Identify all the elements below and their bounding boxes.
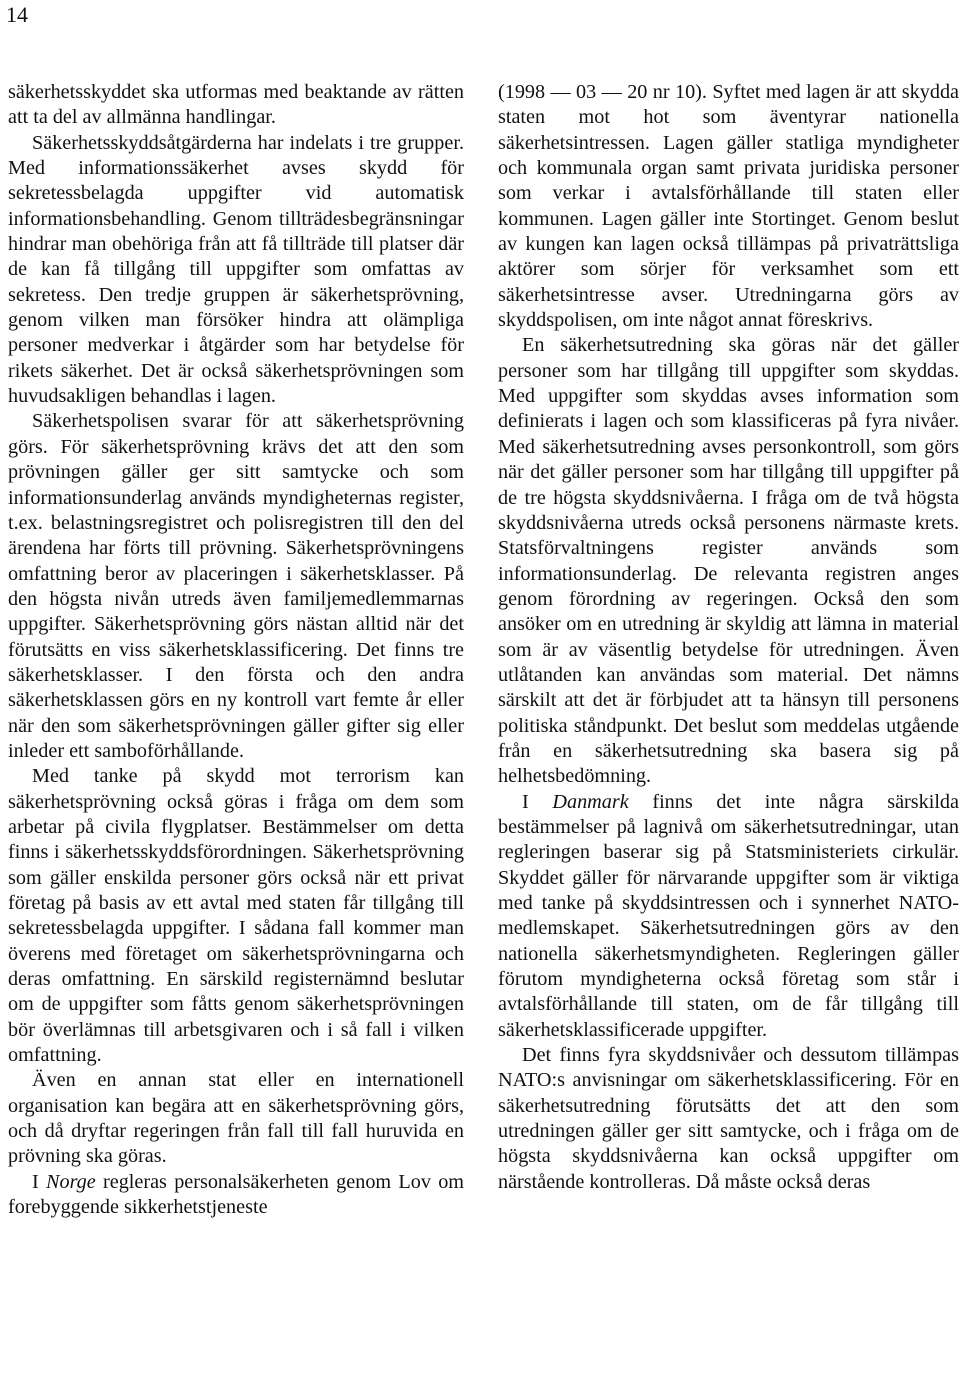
paragraph: Det finns fyra skyddsnivåer och dessutom tillämpas NATO:s anvisningar om säkerhetsklassificering. För en säkerhetsutredning förutsätts det att den som utredningen gäller ger sitt samtycke, och i fråga om de högsta skyddsnivåerna kan också uppgifter om närstående kontrolleras. Då måste också deras <box>498 1044 959 1193</box>
paragraph: (1998 — 03 — 20 nr 10). Syftet med lagen är att skydda staten mot hot som äventyrar nationella säkerhetsintressen. Lagen gäller statliga myndigheter och kommunala organ samt privata juridiska personer som verkar i avtalsförhållande till staten eller kommunen. Lagen gäller inte Stortinget. Genom beslut av kungen kan lagen också tillämpas på privaträttsliga aktörer som sörjer för verksamhet som ett säkerhetsintresse avser. Utredningarna görs av skyddspolisen, om inte något annat föreskrivs. <box>498 81 959 332</box>
paragraph-text: regleras personalsäkerheten genom Lov om forebyggende sikkerhetstjeneste <box>8 1170 464 1219</box>
paragraph: säkerhetsskyddet ska utformas med beaktande av rätten att ta del av allmänna handlingar. <box>8 81 464 129</box>
country-name-norge: Norge <box>46 1170 96 1193</box>
paragraph-norge <box>8 1170 464 1221</box>
paragraph: En säkerhetsutredning ska göras när det gäller personer som har tillgång till uppgifter som skyddas. Med uppgifter som skyddas avses information som definierats i lagen och som klassificeras på fyra nivåer. Med säkerhetsutredning avses personkontroll, som görs när det gäller personer som har tillgång till uppgifter på de tre högsta skyddsnivåerna. I fråga om de två högsta skyddsnivåerna utreds också personens närmaste krets. Statsförvaltningens register används som informationsunderlag. De relevanta registren anges genom förordning av regeringen. Också den som ansöker om en utredning är skyldig att lämna in material som är av väsentlig betydelse för utredningen. Även utlåtanden kan användas som material. Det nämns särskilt att det är förbjudet att ta hänsyn till personens politiska ståndpunkt. Det beslut som meddelas utgående från en säkerhetsutredning ska basera sig på helhetsbedömning. <box>498 334 959 788</box>
paragraph: Säkerhetspolisen svarar för att säkerhetsprövning görs. För säkerhetsprövning krävs det att den som prövningen gäller ger sitt samtycke och som informationsunderlag används myndigheternas register, t.ex. belastningsregistret och polisregistren till den del ärendena har förts till prövning. Säkerhetsprövningens omfattning beror av placeringen i säkerhetsklasser. På den högsta nivån utreds även familjemedlemmarnas uppgifter. Säkerhetsprövning görs nästan alltid när det förutsätts en viss säkerhetsklassificering. Det finns tre säkerhetsklasser. I den första och den andra säkerhetsklassen görs en ny kontroll vart femte år eller när den som säkerhetsprövningen gäller gifter sig eller inleder ett samboförhållande. <box>8 410 464 762</box>
paragraph-danmark <box>498 790 959 1043</box>
left-column <box>8 80 464 1220</box>
paragraph: Med tanke på skydd mot terrorism kan säkerhetsprövning också göras i fråga om dem som arbetar på civila flygplatser. Bestämmelser om detta finns i säkerhetsskyddsförordningen. Säkerhetsprövning som gäller enskilda personer görs också när ett privat företag på basis av ett avtal med staten får tillgång till sekretessbelagda uppgifter. I sådana fall kommer man överens med företaget om säkerhetsprövningarna och deras omfattning. En särskild registernämnd beslutar om de uppgifter som fåtts genom säkerhetsprövningen bör överlämnas till arbetsgivaren och i så fall i vilken omfattning. <box>8 765 464 1067</box>
paragraph-lead: I <box>32 1170 47 1193</box>
page-number: 14 <box>6 2 28 27</box>
paragraph-lead: I <box>522 790 553 813</box>
paragraph-text: finns det inte några särskilda bestämmelser på lagnivå om säkerhetsutredningar, utan regleringen baserar sig på Statsministeriets cirkulär. Skyddet gäller för närvarande uppgifter som är viktiga med tanke på skyddsintressen och i synnerhet NATO-medlemskapet. Säkerhetsutredningen görs av den nationella säkerhetsmyndigheten. Regleringen gäller förutom myndigheterna också företag som står i avtalsförhållande till staten, om de får tillgång till säkerhetsklassificerade uppgifter. <box>498 790 959 1041</box>
paragraph: Säkerhetsskyddsåtgärderna har indelats i tre grupper. Med informationssäkerhet avses skydd för sekretessbelagda uppgifter vid automatisk informationsbehandling. Genom tillträdesbegränsningar hindrar man obehöriga från att få tillträde till platser där de kan få tillgång till uppgifter som omfattas av sekretess. Den tredje gruppen är säkerhetsprövning, genom vilken man försöker hindra att olämpliga personer medverkar i åtgärder som har betydelse för rikets säkerhet. Det är också säkerhetsprövningen som huvudsakligen behandlas i lagen. <box>8 131 464 408</box>
right-column <box>498 80 959 1195</box>
paragraph: Även en annan stat eller en internationell organisation kan begära att en säkerhetsprövning görs, och då dryftar regeringen från fall till fall huruvida en prövning ska göras. <box>8 1069 464 1168</box>
country-name-danmark: Danmark <box>552 790 629 813</box>
